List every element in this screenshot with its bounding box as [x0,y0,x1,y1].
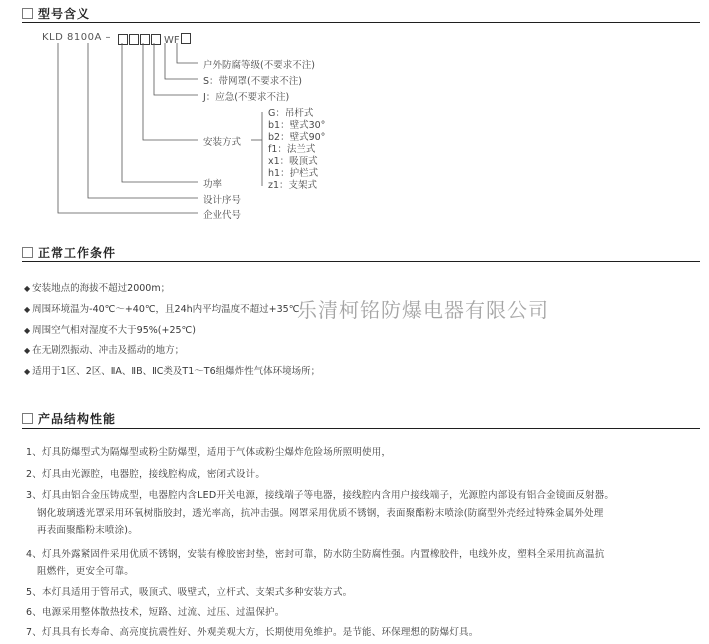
label-company: 企业代号 [203,210,242,221]
label-outdoor: 户外防腐等级(不要求不注) [203,60,315,71]
leader-screen [165,43,198,79]
install-option-f1: f1：法兰式 [268,144,316,155]
section-marker-conditions [22,247,33,258]
leader-company [58,43,198,213]
install-option-h1: h1：护栏式 [268,168,319,179]
performance-line: 4、灯具外露紧固件采用优质不锈钢，安装有橡胶密封垫，密封可靠，防水防尘防腐性强。内置橡胶件，电线外皮，塑料全采用抗高温抗 [26,549,605,560]
performance-line: 再表面聚酯粉末喷涂)。 [37,525,138,536]
section-marker-performance [22,413,33,424]
condition-item [24,342,184,356]
model-code-diagram [0,0,709,230]
install-option-z1: z1：支架式 [268,180,318,191]
condition-text: 周围空气相对湿度不大于95%(+25℃) [32,325,196,336]
label-install: 安装方式 [203,137,242,148]
label-emergency: J：应急(不要求不注) [203,92,290,103]
bullet-diamond-icon: ◆ [24,284,31,293]
leader-outdoor [177,43,198,63]
performance-line: 1、灯具防爆型式为隔爆型或粉尘防爆型，适用于气体或粉尘爆炸危险场所照明使用， [26,447,392,458]
leader-emergency [154,43,198,95]
condition-item [24,280,170,294]
condition-item [24,363,320,377]
section-title-conditions: 正常工作条件 [38,246,117,260]
model-code-prefix: KLD 8100A – [42,32,111,43]
performance-line: 7、灯具具有长寿命、高亮度抗震性好、外观美观大方，长期使用免维护。是节能、环保理想的防爆灯具。 [26,627,479,638]
section-divider-conditions [22,261,700,262]
label-design: 设计序号 [203,195,242,206]
section-title-model: 型号含义 [38,7,91,21]
performance-line: 5、本灯具适用于管吊式，吸顶式、吸壁式，立杆式、支架式多种安装方式。 [26,587,353,598]
performance-line: 2、灯具由光源腔，电器腔，接线腔构成，密闭式设计。 [26,469,266,480]
condition-text: 安装地点的海拔不超过2000m； [32,283,171,294]
install-option-b1: b1：壁式30° [268,120,326,131]
company-watermark: 乐清柯铭防爆电器有限公司 [297,298,549,322]
model-code-suffix-text: WF [164,35,180,46]
performance-line: 6、电源采用整体散热技术，短路、过流、过压、过温保护。 [26,607,285,618]
condition-item [24,301,299,315]
bullet-diamond-icon: ◆ [24,346,31,355]
label-power: 功率 [203,179,223,190]
install-option-x1: x1：吸顶式 [268,156,318,167]
condition-text: 周围环境温为-40℃～+40℃，且24h内平均温度不超过+35℃ [32,304,300,315]
label-screen: S：带网罩(不要求不注) [203,76,302,87]
condition-text: 在无剧烈振动、冲击及摇动的地方； [32,345,185,356]
install-option-b2: b2：壁式90° [268,132,326,143]
section-divider-performance [22,428,700,429]
bullet-diamond-icon: ◆ [24,367,31,376]
bullet-diamond-icon: ◆ [24,305,31,314]
leader-power [122,43,198,182]
install-option-g: G：吊杆式 [268,108,314,119]
section-title-performance: 产品结构性能 [38,412,117,426]
performance-line: 钢化玻璃透光罩采用环氧树脂胶封，透光率高，抗冲击强。网罩采用优质不锈钢，表面聚酯粉末喷涂(防腐型外壳经过特殊金属外处理 [37,508,604,519]
leader-install [143,43,198,140]
condition-text: 适用于1区、2区、ⅡA、ⅡB、ⅡC类及T1～T6组爆炸性气体环境场所； [32,366,321,377]
condition-item [24,322,196,336]
performance-line: 阻燃件，更安全可靠。 [37,566,135,577]
bullet-diamond-icon: ◆ [24,326,31,335]
performance-line: 3、灯具由铝合金压铸成型，电器腔内含LED开关电源，接线端子等电器，接线腔内含用户接线端子，光源腔内部设有铝合金镜面反射器。 [26,490,615,501]
